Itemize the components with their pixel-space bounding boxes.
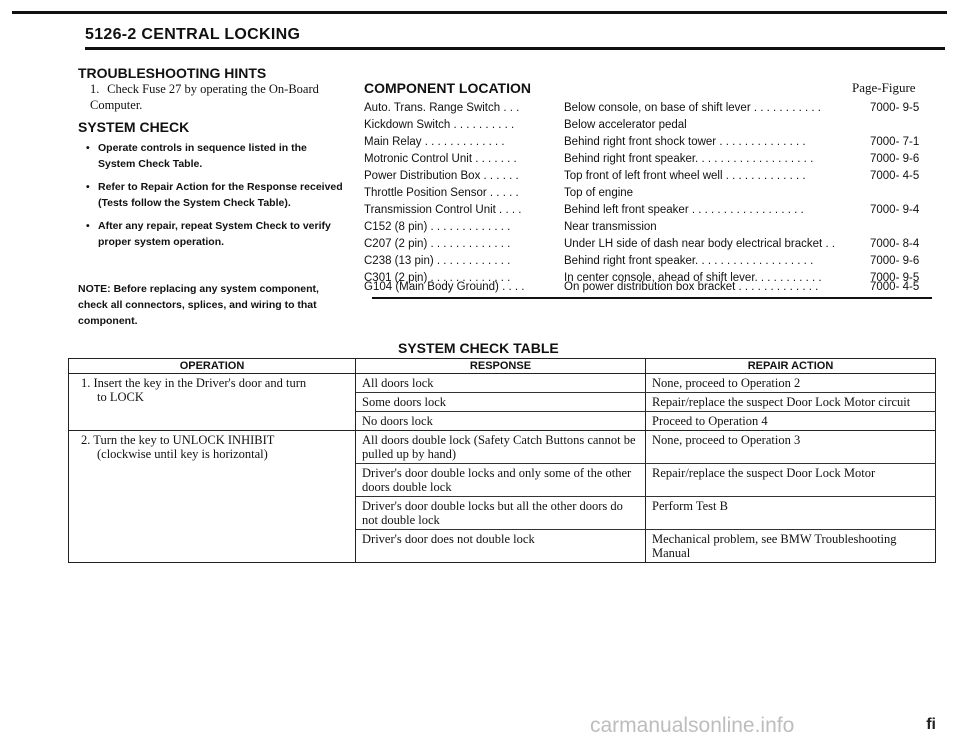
header-repair-action: REPAIR ACTION (646, 359, 936, 374)
component-page: 7000- 4-5 (870, 170, 920, 182)
component-location-heading: COMPONENT LOCATION (364, 80, 531, 96)
table-row (69, 374, 936, 393)
repair-cell: Proceed to Operation 4 (646, 412, 936, 431)
top-rule (12, 11, 947, 14)
operation-1-line2: to LOCK (97, 390, 144, 404)
component-name: Main Relay . . . . . . . . . . . . . (364, 136, 505, 148)
component-page: 7000- 7-1 (870, 136, 920, 148)
operation-1-line1 (81, 376, 349, 390)
troubleshooting-hints-heading: TROUBLESHOOTING HINTS (78, 65, 267, 81)
component-location-rule (372, 297, 932, 299)
component-name: Auto. Trans. Range Switch . . . (364, 102, 520, 114)
system-check-heading: SYSTEM CHECK (78, 119, 190, 135)
component-location: Under LH side of dash near body electrical bracket . . (564, 238, 836, 250)
page-title: 5126-2 CENTRAL LOCKING (85, 26, 301, 43)
component-name: Transmission Control Unit . . . . (364, 204, 522, 216)
table-row (69, 431, 936, 464)
repair-cell: Repair/replace the suspect Door Lock Motor (646, 464, 936, 497)
system-check-table-title: SYSTEM CHECK TABLE (398, 340, 559, 356)
component-row (364, 219, 934, 235)
component-name: C152 (8 pin) . . . . . . . . . . . . . (364, 221, 511, 233)
system-check-bullet: • Operate controls in sequence listed in the System Check Table. (86, 140, 343, 172)
watermark: carmanualsonline.info (590, 714, 795, 737)
system-check-bullet: • Refer to Repair Action for the Response received (Tests follow the System Check Table). (86, 179, 343, 211)
component-location: Behind left front speaker . . . . . . . . . . . . . . . . . . (564, 204, 804, 216)
operation-text: Insert the key in the Driver's door and turn (93, 376, 307, 390)
component-page: 7000- 4-5 (870, 281, 920, 293)
repair-cell: None, proceed to Operation 3 (646, 431, 936, 464)
component-location: Behind right front speaker. . . . . . . . . . . . . . . . . . . (564, 153, 814, 165)
title-rule (85, 47, 945, 50)
header-operation: OPERATION (69, 359, 356, 374)
header-response: RESPONSE (356, 359, 646, 374)
repair-cell: Mechanical problem, see BMW Troubleshooting Manual (646, 530, 936, 563)
operation-text: Turn the key to UNLOCK INHIBIT (93, 433, 275, 447)
component-location: Behind right front speaker. . . . . . . . . . . . . . . . . . . (564, 255, 814, 267)
response-cell: Driver's door double locks and only some of the other doors double lock (356, 464, 646, 497)
response-cell: Driver's door double locks but all the other doors do not double lock (356, 497, 646, 530)
component-name: C207 (2 pin) . . . . . . . . . . . . . (364, 238, 511, 250)
component-name: Motronic Control Unit . . . . . . . (364, 153, 517, 165)
response-cell: No doors lock (356, 412, 646, 431)
component-row (364, 168, 934, 184)
component-row (364, 236, 934, 252)
operation-2-line2: (clockwise until key is horizontal) (97, 447, 268, 461)
component-page: 7000- 9-6 (870, 153, 920, 165)
troubleshooting-hint-item (90, 81, 352, 113)
hint-number: 1. (90, 82, 100, 96)
component-location: On power distribution box bracket . . . . . . . . . . . . . (564, 281, 819, 293)
system-check-note: NOTE: Before replacing any system component, check all connectors, splices, and wiring to that component. (78, 283, 319, 327)
component-location: Behind right front shock tower . . . . . . . . . . . . . . (564, 136, 806, 148)
page-corner-mark: fi (926, 716, 936, 733)
component-page: 7000- 9-6 (870, 255, 920, 267)
system-check-table (68, 358, 936, 563)
component-location: Near transmission (564, 221, 657, 233)
component-name: C301 (2 pin) . . . . . . . . . . . . . (364, 272, 511, 284)
component-name: Power Distribution Box . . . . . . (364, 170, 519, 182)
component-name: Kickdown Switch . . . . . . . . . . (364, 119, 515, 131)
component-name: G104 (Main Body Ground) . . . . (364, 281, 525, 293)
component-location: Top of engine (564, 187, 634, 199)
system-check-bullets (78, 140, 343, 250)
component-row (364, 279, 934, 295)
operation-2 (69, 431, 356, 563)
component-row (364, 253, 934, 269)
component-row (364, 117, 934, 133)
component-location: In center console, ahead of shift lever. . . . . . . . . . . (564, 272, 822, 284)
component-row (364, 151, 934, 167)
repair-cell: None, proceed to Operation 2 (646, 374, 936, 393)
component-name: C238 (13 pin) . . . . . . . . . . . . (364, 255, 511, 267)
operation-number: 2. (81, 433, 91, 447)
response-cell: Some doors lock (356, 393, 646, 412)
response-cell: All doors lock (356, 374, 646, 393)
page-figure-label: Page-Figure (852, 80, 916, 95)
component-name: Throttle Position Sensor . . . . . (364, 187, 519, 199)
repair-cell: Perform Test B (646, 497, 936, 530)
hint-text: Check Fuse 27 by operating the On-Board Computer. (90, 82, 319, 112)
response-cell: All doors double lock (Safety Catch Buttons cannot be pulled up by hand) (356, 431, 646, 464)
operation-number: 1. (81, 376, 91, 390)
component-location: Below console, on base of shift lever . . . . . . . . . . . (564, 102, 821, 114)
component-page: 7000- 8-4 (870, 238, 920, 250)
component-location: Top front of left front wheel well . . . . . . . . . . . . . (564, 170, 806, 182)
response-cell: Driver's door does not double lock (356, 530, 646, 563)
component-page: 7000- 9-4 (870, 204, 920, 216)
component-row (364, 100, 934, 116)
repair-cell: Repair/replace the suspect Door Lock Motor circuit (646, 393, 936, 412)
operation-2-line1 (81, 433, 349, 447)
table-header-row (69, 359, 936, 374)
component-page: 7000- 9-5 (870, 102, 920, 114)
component-location: Below accelerator pedal (564, 119, 687, 131)
component-page: 7000- 9-5 (870, 272, 920, 284)
component-row (364, 202, 934, 218)
operation-1 (69, 374, 356, 431)
component-row (364, 134, 934, 150)
component-row (364, 185, 934, 201)
system-check-bullet: • After any repair, repeat System Check to verify proper system operation. (86, 218, 343, 250)
